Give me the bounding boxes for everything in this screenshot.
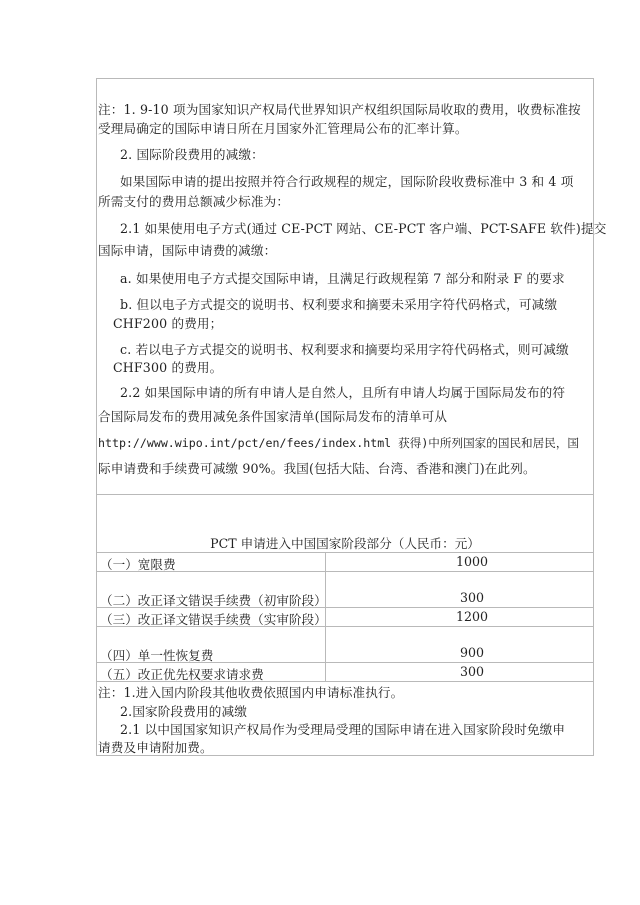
footer-heading2: 2.国家阶段费用的减缴 [120, 704, 248, 719]
item22-line2: 合国际局发布的费用减免条件国家清单(国际局发布的清单可从 [98, 409, 448, 424]
item-b-line2: CHF200 的费用； [113, 316, 223, 331]
fee-row-value: 300 [459, 664, 485, 679]
item2-heading: 2. 国际阶段费用的减缴： [120, 147, 264, 162]
frame-bottom-line [96, 755, 594, 756]
item21-line2: 国际申请，国际申请费的减缴： [98, 243, 277, 258]
note1-line1: 注：1. 9-10 项为国家知识产权局代世界知识产权组织国际局收取的费用，收费标准按 [98, 102, 581, 117]
footer-item21-line2: 请费及申请附加费。 [98, 740, 213, 755]
item21-line1: 2.1 如果使用电子方式(通过 CE-PCT 网站、CE-PCT 客户端、PCT-SAFE 软件)提交 [120, 221, 607, 236]
intro-line1: 如果国际申请的提出按照并符合行政规程的规定，国际阶段收费标准中 3 和 4 项 [120, 174, 574, 189]
footer-note1: 注：1.进入国内阶段其他收费依照国内申请标准执行。 [98, 685, 404, 700]
fee-row-label: （四）单一性恢复费 [100, 648, 214, 663]
fee-row-label: （五）改正优先权要求请求费 [100, 667, 264, 682]
fee-row-value: 300 [459, 590, 485, 605]
fee-table-title: PCT 申请进入中国国家阶段部分（人民币：元） [210, 536, 480, 551]
item-a: a. 如果使用电子方式提交国际申请，且满足行政规程第 7 部分和附录 F 的要求 [120, 271, 565, 286]
intro-line2: 所需支付的费用总额减少标准为： [98, 194, 290, 209]
fee-row-value: 900 [459, 645, 485, 660]
table-line-top [96, 552, 594, 553]
fee-row-value: 1000 [455, 554, 489, 569]
note1-line2: 受理局确定的国际申请日所在月国家外汇管理局公布的汇率计算。 [98, 121, 468, 136]
frame-left-line [96, 78, 97, 755]
item22-line4: 际申请费和手续费可减缴 90%。我国(包括大陆、台湾、香港和澳门)在此列。 [98, 461, 536, 476]
fee-row-label: （二）改正译文错误手续费（初审阶段） [100, 593, 327, 608]
item-c-line2: CHF300 的费用。 [113, 360, 223, 375]
frame-top-line [96, 78, 594, 79]
fee-row-label: （三）改正译文错误手续费（实审阶段） [100, 612, 327, 627]
fee-row-label: （一）宽限费 [100, 557, 176, 572]
item22-line1: 2.2 如果国际申请的所有申请人是自然人，且所有申请人均属于国际局发布的符 [120, 385, 566, 400]
item-c-line1: c. 若以电子方式提交的说明书、权利要求和摘要均采用字符代码格式，则可减缴 [120, 342, 569, 357]
fee-row-value: 1200 [455, 609, 489, 624]
footer-item21-line1: 2.1 以中国国家知识产权局作为受理局受理的国际申请在进入国家阶段时免缴申 [120, 722, 566, 737]
item-b-line1: b. 但以电子方式提交的说明书、权利要求和摘要未采用字符代码格式，可减缴 [120, 297, 558, 312]
notes-bottom-line [96, 494, 594, 495]
item22-line3: http://www.wipo.int/pct/en/fees/index.html 获得)中所列国家的国民和居民，国 [98, 436, 580, 450]
